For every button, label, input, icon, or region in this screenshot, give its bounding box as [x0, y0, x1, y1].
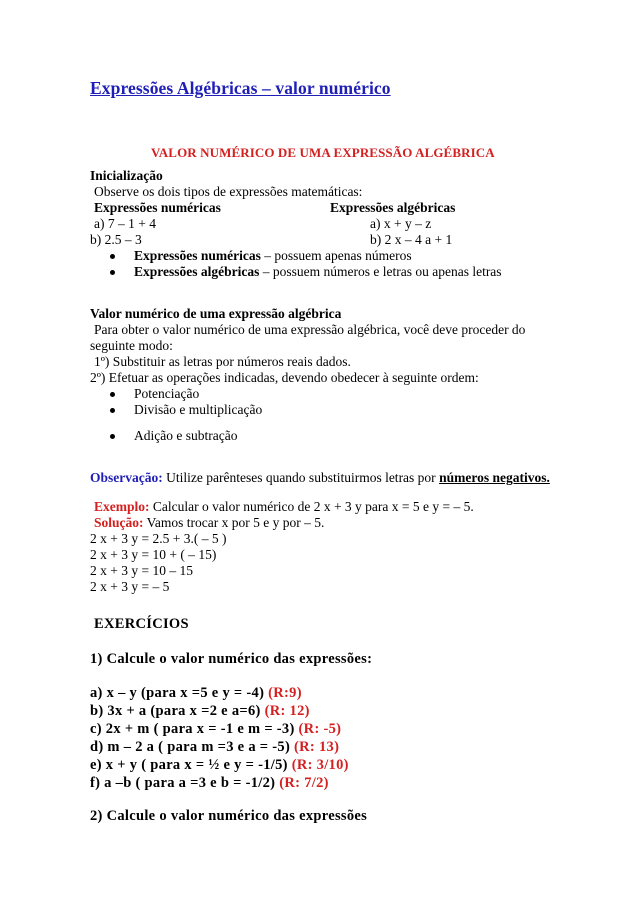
bullet-icon	[110, 254, 115, 259]
exemplo-line: Exemplo: Calcular o valor numérico de 2 x + 3 y para x = 5 e y = – 5.	[94, 499, 474, 514]
question-1: 1) Calcule o valor numérico das expressões:	[90, 651, 373, 667]
exercise-item: a) x – y (para x =5 e y = -4) (R:9)	[90, 685, 302, 701]
op-divisao-multiplicacao: Divisão e multiplicação	[134, 402, 263, 417]
bullet-icon	[110, 434, 115, 439]
question-2: 2) Calcule o valor numérico das expressões	[90, 808, 368, 824]
solution-step: 2 x + 3 y = 2.5 + 3.( – 5 )	[90, 531, 227, 546]
intro-heading: Inicialização	[90, 168, 163, 183]
exercise-item: e) x + y ( para x = ½ e y = -1/5) (R: 3/10)	[90, 757, 349, 773]
op-potenciacao: Potenciação	[134, 386, 200, 401]
bullet-icon	[110, 408, 115, 413]
solution-step: 2 x + 3 y = – 5	[90, 579, 170, 594]
step-1: 1º) Substituir as letras por números reais dados.	[94, 354, 351, 369]
numeric-column-heading: Expressões numéricas	[94, 200, 221, 215]
exercise-item: c) 2x + m ( para x = -1 e m = -3) (R: -5)	[90, 721, 342, 737]
algebraic-column-heading: Expressões algébricas	[330, 200, 456, 215]
exercise-item: f) a –b ( para a =3 e b = -1/2) (R: 7/2)	[90, 775, 329, 791]
solucao-line: Solução: Vamos trocar x por 5 e y por – 5.	[94, 515, 325, 530]
valor-paragraph-line2: seguinte modo:	[90, 338, 173, 353]
section-subtitle: VALOR NUMÉRICO DE UMA EXPRESSÃO ALGÉBRICA	[151, 145, 495, 160]
valor-heading: Valor numérico de uma expressão algébrica	[90, 306, 342, 321]
page-title: Expressões Algébricas – valor numérico	[90, 78, 391, 98]
bullet-icon	[110, 270, 115, 275]
bullet-icon	[110, 392, 115, 397]
numeric-example-b: b) 2.5 – 3	[90, 232, 142, 247]
solution-step: 2 x + 3 y = 10 + ( – 15)	[90, 547, 217, 562]
op-adicao-subtracao: Adição e subtração	[134, 428, 238, 443]
algebraic-example-b: b) 2 x – 4 a + 1	[370, 232, 453, 247]
numeric-example-a: a) 7 – 1 + 4	[94, 216, 156, 231]
bullet-item-algebraic: Expressões algébricas – possuem números e letras ou apenas letras	[134, 264, 502, 279]
observacao-paragraph: Observação: Utilize parênteses quando substituirmos letras por números negativos.	[90, 470, 550, 485]
solution-step: 2 x + 3 y = 10 – 15	[90, 563, 193, 578]
exercise-item: b) 3x + a (para x =2 e a=6) (R: 12)	[90, 703, 310, 719]
exercicios-heading: EXERCÍCIOS	[94, 616, 189, 632]
exercise-item: d) m – 2 a ( para m =3 e a = -5) (R: 13)	[90, 739, 340, 755]
intro-line: Observe os dois tipos de expressões matemáticas:	[94, 184, 363, 199]
bullet-item-numeric: Expressões numéricas – possuem apenas números	[134, 248, 412, 263]
valor-paragraph-line1: Para obter o valor numérico de uma expressão algébrica, você deve proceder do	[94, 322, 526, 337]
algebraic-example-a: a) x + y – z	[370, 216, 432, 231]
step-2: 2º) Efetuar as operações indicadas, devendo obedecer à seguinte ordem:	[90, 370, 479, 385]
